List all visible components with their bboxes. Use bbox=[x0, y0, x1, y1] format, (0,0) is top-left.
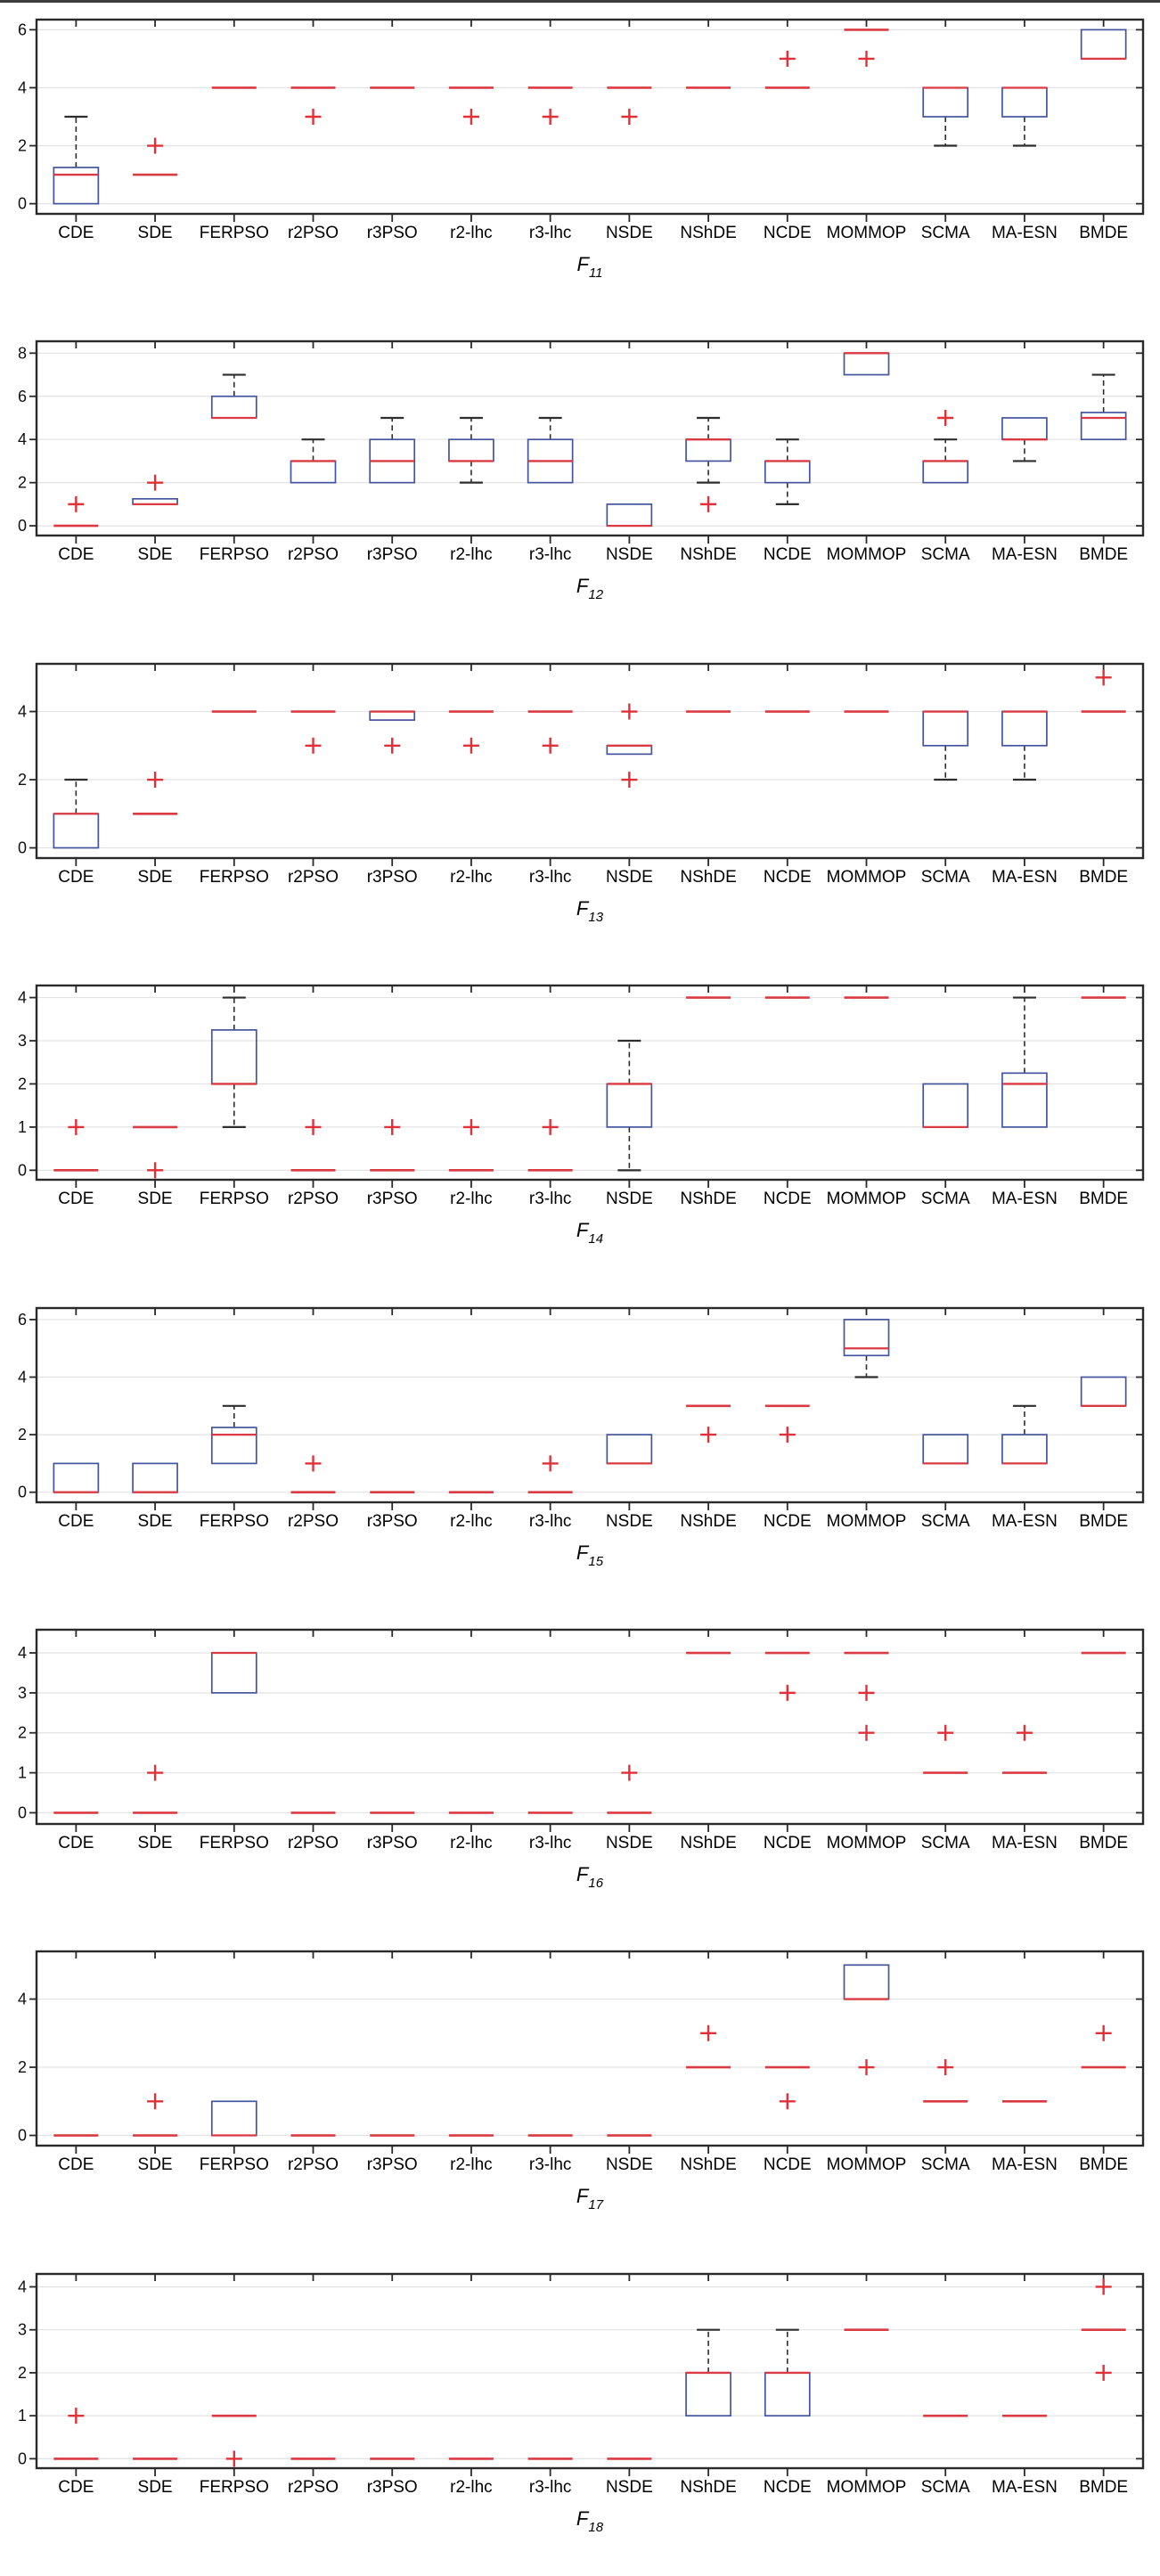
box-rect bbox=[53, 1463, 98, 1492]
x-tick-label: MOMMOP bbox=[826, 2155, 907, 2175]
x-tick-label: MOMMOP bbox=[826, 2477, 907, 2497]
y-tick-label: 2 bbox=[17, 1425, 27, 1443]
plot-frame bbox=[37, 1308, 1143, 1502]
x-tick-label: SCMA bbox=[920, 2155, 970, 2175]
y-tick-label: 0 bbox=[17, 517, 27, 536]
x-tick-label: FERPSO bbox=[199, 545, 269, 565]
x-tick-label: FERPSO bbox=[199, 1833, 269, 1852]
x-tick-label: NSDE bbox=[605, 545, 653, 565]
x-tick-label: NSDE bbox=[605, 1511, 653, 1531]
plot-frame bbox=[37, 20, 1143, 214]
y-tick-label: 4 bbox=[17, 1990, 27, 2008]
subplot-title: $F_{17}$ bbox=[576, 2185, 604, 2213]
subplot-f16 bbox=[0, 1610, 1160, 1932]
subplot-title: $F_{13}$ bbox=[576, 896, 604, 925]
x-tick-label: NCDE bbox=[763, 545, 812, 565]
y-tick-label: 4 bbox=[17, 2278, 27, 2296]
y-tick-label: 0 bbox=[17, 838, 27, 857]
box-rect bbox=[212, 1653, 257, 1693]
x-tick-label: BMDE bbox=[1079, 1511, 1129, 1531]
x-tick-label: NShDE bbox=[680, 224, 737, 242]
x-tick-label: SDE bbox=[137, 545, 173, 565]
x-tick-label: r3-lhc bbox=[528, 545, 572, 565]
y-tick-label: 0 bbox=[17, 2449, 27, 2468]
x-tick-label: SCMA bbox=[920, 224, 970, 242]
box-rect bbox=[765, 2373, 810, 2416]
subplot-f11 bbox=[0, 0, 1160, 322]
x-tick-label: NCDE bbox=[763, 224, 812, 242]
x-tick-label: MA-ESN bbox=[991, 2155, 1058, 2175]
x-tick-label: NShDE bbox=[680, 1833, 737, 1852]
box-rect bbox=[923, 87, 968, 117]
x-tick-label: r2-lhc bbox=[450, 1511, 493, 1531]
x-tick-label: r2PSO bbox=[287, 2155, 339, 2175]
box-rect bbox=[1002, 1073, 1047, 1127]
y-tick-label: 1 bbox=[17, 1118, 27, 1137]
x-tick-label: SDE bbox=[137, 1190, 173, 1209]
x-tick-label: NCDE bbox=[763, 2477, 812, 2497]
box-rect bbox=[1002, 1435, 1047, 1463]
boxplot-canvas bbox=[0, 1288, 1160, 1610]
box-rect bbox=[291, 462, 336, 483]
subplot-f12 bbox=[0, 322, 1160, 643]
x-tick-label: CDE bbox=[58, 1833, 94, 1852]
y-tick-label: 6 bbox=[17, 388, 27, 406]
plot-frame bbox=[37, 664, 1143, 858]
box-rect bbox=[133, 1463, 177, 1492]
x-tick-label: NShDE bbox=[680, 1511, 737, 1531]
box-rect bbox=[765, 462, 810, 483]
y-tick-label: 0 bbox=[17, 2126, 27, 2145]
x-tick-label: r2-lhc bbox=[450, 2477, 493, 2497]
x-tick-label: CDE bbox=[58, 1190, 94, 1209]
box-rect bbox=[212, 1427, 257, 1463]
box-rect bbox=[370, 711, 414, 720]
box-rect bbox=[1002, 418, 1047, 439]
subplot-f15 bbox=[0, 1288, 1160, 1610]
subplot-title: $F_{15}$ bbox=[576, 1541, 604, 1569]
y-tick-label: 2 bbox=[17, 1723, 27, 1742]
x-tick-label: r3-lhc bbox=[528, 224, 572, 242]
x-tick-label: MOMMOP bbox=[826, 1511, 907, 1531]
x-tick-label: r2-lhc bbox=[450, 1833, 493, 1852]
x-tick-label: NSDE bbox=[605, 1190, 653, 1209]
box-rect bbox=[53, 168, 98, 204]
y-tick-label: 0 bbox=[17, 194, 27, 213]
box-rect bbox=[845, 1319, 889, 1354]
box-rect bbox=[923, 711, 968, 745]
x-tick-label: NSDE bbox=[605, 2155, 653, 2175]
x-tick-label: MA-ESN bbox=[991, 867, 1058, 887]
x-tick-label: NSDE bbox=[605, 2477, 653, 2497]
y-tick-label: 0 bbox=[17, 1483, 27, 1501]
y-tick-label: 3 bbox=[17, 1683, 27, 1702]
x-tick-label: NShDE bbox=[680, 2155, 737, 2175]
x-tick-label: r3PSO bbox=[366, 2155, 418, 2175]
x-tick-label: SDE bbox=[137, 2477, 173, 2497]
x-tick-label: r3PSO bbox=[366, 1190, 418, 1209]
x-tick-label: FERPSO bbox=[199, 867, 269, 887]
box-rect bbox=[607, 1084, 651, 1127]
box-rect bbox=[923, 1435, 968, 1463]
x-tick-label: r3-lhc bbox=[528, 2477, 572, 2497]
plot-frame bbox=[37, 2274, 1143, 2468]
x-tick-label: SDE bbox=[137, 867, 173, 887]
x-tick-label: r3-lhc bbox=[528, 2155, 572, 2175]
box-rect bbox=[53, 814, 98, 847]
x-tick-label: BMDE bbox=[1079, 2155, 1129, 2175]
x-tick-label: NShDE bbox=[680, 2477, 737, 2497]
x-tick-label: MOMMOP bbox=[826, 1190, 907, 1209]
x-tick-label: r3-lhc bbox=[528, 1190, 572, 1209]
x-tick-label: SCMA bbox=[920, 867, 970, 887]
y-tick-label: 0 bbox=[17, 1161, 27, 1180]
x-tick-label: CDE bbox=[58, 545, 94, 565]
box-rect bbox=[1002, 87, 1047, 117]
subplot-f18 bbox=[0, 2254, 1160, 2576]
boxplot-canvas bbox=[0, 966, 1160, 1288]
subplot-title: $F_{11}$ bbox=[576, 253, 603, 281]
plot-frame bbox=[37, 1630, 1143, 1824]
x-tick-label: BMDE bbox=[1079, 1190, 1129, 1209]
box-rect bbox=[212, 397, 257, 418]
y-tick-label: 0 bbox=[17, 1803, 27, 1822]
y-tick-label: 2 bbox=[17, 770, 27, 789]
x-tick-label: r3-lhc bbox=[528, 867, 572, 887]
boxplot-canvas bbox=[0, 1932, 1160, 2253]
x-tick-label: MA-ESN bbox=[991, 2477, 1058, 2497]
x-tick-label: NCDE bbox=[763, 1833, 812, 1852]
x-tick-label: CDE bbox=[58, 2477, 94, 2497]
x-tick-label: r3PSO bbox=[366, 1833, 418, 1852]
box-rect bbox=[845, 354, 889, 375]
y-tick-label: 6 bbox=[17, 20, 27, 39]
x-tick-label: MOMMOP bbox=[826, 545, 907, 565]
x-tick-label: FERPSO bbox=[199, 224, 269, 242]
subplot-f17 bbox=[0, 1932, 1160, 2253]
box-rect bbox=[686, 2373, 731, 2416]
x-tick-label: SCMA bbox=[920, 1511, 970, 1531]
x-tick-label: r3PSO bbox=[366, 545, 418, 565]
subplot-title: $F_{16}$ bbox=[576, 1862, 604, 1891]
x-tick-label: r2PSO bbox=[287, 1511, 339, 1531]
y-tick-label: 8 bbox=[17, 344, 27, 363]
y-tick-label: 1 bbox=[17, 2406, 27, 2425]
box-rect bbox=[923, 1084, 968, 1127]
x-tick-label: FERPSO bbox=[199, 1190, 269, 1209]
x-tick-label: r2-lhc bbox=[450, 545, 493, 565]
boxplot-canvas bbox=[0, 644, 1160, 966]
x-tick-label: MOMMOP bbox=[826, 224, 907, 242]
y-tick-label: 4 bbox=[17, 1368, 27, 1386]
x-tick-label: NCDE bbox=[763, 867, 812, 887]
x-tick-label: r2-lhc bbox=[450, 224, 493, 242]
x-tick-label: BMDE bbox=[1079, 867, 1129, 887]
y-tick-label: 2 bbox=[17, 2363, 27, 2382]
x-tick-label: CDE bbox=[58, 2155, 94, 2175]
x-tick-label: NSDE bbox=[605, 867, 653, 887]
x-tick-label: MA-ESN bbox=[991, 224, 1058, 242]
x-tick-label: r3PSO bbox=[366, 2477, 418, 2497]
box-rect bbox=[212, 2102, 257, 2136]
x-tick-label: NCDE bbox=[763, 2155, 812, 2175]
box-rect bbox=[1082, 1377, 1126, 1405]
boxplot-canvas bbox=[0, 1610, 1160, 1932]
y-tick-label: 3 bbox=[17, 2320, 27, 2339]
y-tick-label: 4 bbox=[17, 78, 27, 97]
plot-frame bbox=[37, 1951, 1143, 2146]
x-tick-label: MA-ESN bbox=[991, 545, 1058, 565]
x-tick-label: NShDE bbox=[680, 545, 737, 565]
y-tick-label: 4 bbox=[17, 702, 27, 721]
x-tick-label: SCMA bbox=[920, 2477, 970, 2497]
x-tick-label: MOMMOP bbox=[826, 1833, 907, 1852]
y-tick-label: 2 bbox=[17, 474, 27, 493]
y-tick-label: 2 bbox=[17, 1075, 27, 1093]
x-tick-label: SDE bbox=[137, 1833, 173, 1852]
x-tick-label: NSDE bbox=[605, 224, 653, 242]
y-tick-label: 3 bbox=[17, 1032, 27, 1051]
box-rect bbox=[1082, 29, 1126, 59]
x-tick-label: MOMMOP bbox=[826, 867, 907, 887]
box-rect bbox=[607, 746, 651, 755]
x-tick-label: CDE bbox=[58, 1511, 94, 1531]
x-tick-label: r3PSO bbox=[366, 867, 418, 887]
x-tick-label: SDE bbox=[137, 1511, 173, 1531]
x-tick-label: r2PSO bbox=[287, 1190, 339, 1209]
x-tick-label: BMDE bbox=[1079, 545, 1129, 565]
x-tick-label: r2PSO bbox=[287, 867, 339, 887]
x-tick-label: SDE bbox=[137, 2155, 173, 2175]
x-tick-label: SCMA bbox=[920, 545, 970, 565]
x-tick-label: FERPSO bbox=[199, 1511, 269, 1531]
boxplot-canvas bbox=[0, 322, 1160, 643]
subplot-title: $F_{12}$ bbox=[576, 575, 604, 603]
box-rect bbox=[449, 440, 494, 462]
x-tick-label: r2PSO bbox=[287, 1833, 339, 1852]
y-tick-label: 1 bbox=[17, 1763, 27, 1782]
x-tick-label: MA-ESN bbox=[991, 1511, 1058, 1531]
box-rect bbox=[212, 1030, 257, 1084]
y-tick-label: 4 bbox=[17, 1643, 27, 1662]
x-tick-label: r3-lhc bbox=[528, 1511, 572, 1531]
x-tick-label: BMDE bbox=[1079, 1833, 1129, 1852]
x-tick-label: r2-lhc bbox=[450, 1190, 493, 1209]
subplot-title: $F_{14}$ bbox=[576, 1219, 604, 1247]
boxplot-canvas bbox=[0, 2254, 1160, 2576]
x-tick-label: r3-lhc bbox=[528, 1833, 572, 1852]
y-tick-label: 6 bbox=[17, 1310, 27, 1329]
x-tick-label: NSDE bbox=[605, 1833, 653, 1852]
x-tick-label: NCDE bbox=[763, 1190, 812, 1209]
x-tick-label: r2PSO bbox=[287, 545, 339, 565]
box-rect bbox=[923, 462, 968, 483]
y-tick-label: 2 bbox=[17, 2058, 27, 2077]
subplot-f14 bbox=[0, 966, 1160, 1288]
x-tick-label: r2PSO bbox=[287, 2477, 339, 2497]
y-tick-label: 4 bbox=[17, 988, 27, 1007]
boxplot-canvas bbox=[0, 0, 1160, 322]
x-tick-label: NShDE bbox=[680, 1190, 737, 1209]
x-tick-label: r3PSO bbox=[366, 224, 418, 242]
plot-frame bbox=[37, 985, 1143, 1180]
x-tick-label: NShDE bbox=[680, 867, 737, 887]
x-tick-label: NCDE bbox=[763, 1511, 812, 1531]
x-tick-label: MA-ESN bbox=[991, 1833, 1058, 1852]
x-tick-label: BMDE bbox=[1079, 2477, 1129, 2497]
box-rect bbox=[1002, 711, 1047, 745]
y-tick-label: 2 bbox=[17, 136, 27, 155]
x-tick-label: SCMA bbox=[920, 1190, 970, 1209]
box-rect bbox=[845, 1966, 889, 1999]
box-rect bbox=[1082, 413, 1126, 439]
x-tick-label: CDE bbox=[58, 224, 94, 242]
x-tick-label: r2-lhc bbox=[450, 2155, 493, 2175]
x-tick-label: r3PSO bbox=[366, 1511, 418, 1531]
x-tick-label: MA-ESN bbox=[991, 1190, 1058, 1209]
x-tick-label: FERPSO bbox=[199, 2477, 269, 2497]
plot-frame bbox=[37, 341, 1143, 536]
box-rect bbox=[607, 504, 651, 526]
subplot-title: $F_{18}$ bbox=[576, 2506, 604, 2535]
x-tick-label: CDE bbox=[58, 867, 94, 887]
box-rect bbox=[686, 440, 731, 462]
x-tick-label: SDE bbox=[137, 224, 173, 242]
subplot-f13 bbox=[0, 644, 1160, 966]
y-tick-label: 4 bbox=[17, 430, 27, 449]
x-tick-label: r2-lhc bbox=[450, 867, 493, 887]
x-tick-label: BMDE bbox=[1079, 224, 1129, 242]
x-tick-label: FERPSO bbox=[199, 2155, 269, 2175]
x-tick-label: SCMA bbox=[920, 1833, 970, 1852]
box-rect bbox=[607, 1435, 651, 1463]
x-tick-label: r2PSO bbox=[287, 224, 339, 242]
